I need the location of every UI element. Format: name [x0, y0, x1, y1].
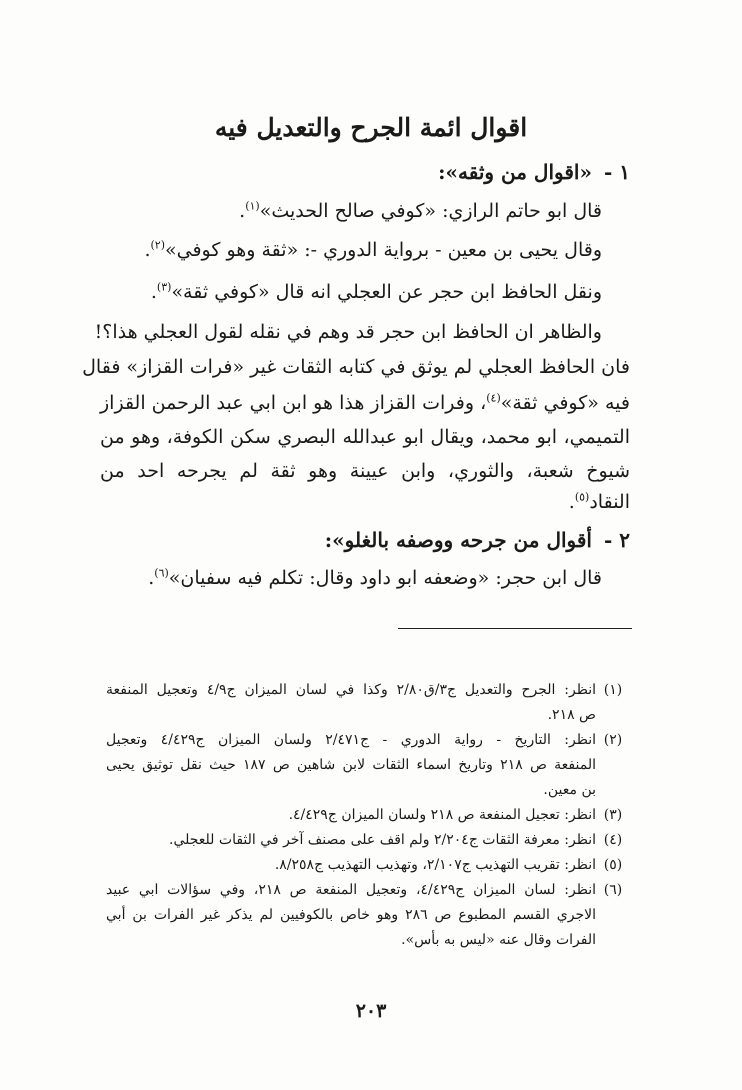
footnotes — [106, 678, 630, 953]
body-line — [82, 349, 630, 385]
footnote-number: (٦) — [603, 882, 623, 898]
section-number: ٢ - — [603, 528, 630, 552]
body-text: ونقل الحافظ ابن حجر عن العجلي انه قال «كوفي ثقة» — [171, 281, 602, 303]
footnote — [106, 803, 630, 828]
punct: . — [144, 239, 151, 261]
body-text: قال ابن حجر: «وضعفه ابو داود وقال: تكلم فيه سفيان» — [168, 567, 602, 589]
section-heading-1 — [438, 154, 630, 190]
punct: . — [239, 200, 246, 222]
body-line — [100, 419, 630, 455]
body-line — [100, 385, 630, 421]
footnote-text — [106, 878, 596, 953]
footnote-ref[interactable]: (٤) — [486, 391, 501, 405]
page-title: اقوال ائمة الجرح والتعديل فيه — [214, 113, 528, 142]
footnote-text — [106, 728, 596, 803]
footnote-line: انظر: تعجيل المنفعة ص ٢١٨ ولسان الميزان ج٤/٤٢٩. — [288, 807, 596, 823]
body-text: وقال يحيى بن معين - برواية الدوري -: «ثقة وهو كوفي» — [165, 239, 602, 261]
footnote-separator — [398, 628, 632, 629]
footnote-line: انظر: تقريب التهذيب ج٢/١٠٧، وتهذيب التهذيب ج٨/٢٥٨. — [274, 857, 596, 873]
body-text: شيوخ شعبة، والثوري، وابن عيينة وهو ثقة لم يجرحه احد من — [100, 460, 630, 482]
footnote-line: انظر: التاريخ - رواية الدوري - ج٢/٤٧١ ولسان الميزان ج٤/٤٢٩ وتعجيل — [106, 732, 596, 748]
body-line — [569, 484, 630, 520]
footnote-text — [106, 828, 596, 853]
section-label: أقوال من جرحه ووصفه بالغلو»: — [324, 528, 592, 552]
footnote-text — [106, 678, 596, 728]
footnote-line: بن معين. — [543, 782, 596, 798]
body-line — [100, 453, 630, 489]
footnote-text — [106, 853, 596, 878]
footnote-number: (٤) — [603, 832, 623, 848]
footnote-ref[interactable]: (٣) — [156, 280, 172, 294]
footnote — [106, 728, 630, 803]
section-heading-2 — [325, 522, 630, 558]
body-text: ، وفرات القزاز هذا هو ابن ابي عبد الرحمن القزاز — [100, 392, 487, 414]
body-line — [95, 314, 602, 350]
body-text: فيه «كوفي ثقة» — [500, 392, 630, 414]
footnote-ref[interactable]: (١) — [245, 199, 260, 213]
body-text: النقاد — [589, 491, 630, 513]
footnote-line: الفرات وقال عنه «ليس به بأس». — [401, 932, 596, 948]
footnote-line: ص ٢١٨. — [547, 707, 596, 723]
body-line — [151, 274, 602, 310]
punct: . — [150, 281, 157, 303]
body-text: فان الحافظ العجلي لم يوثق في كتابه الثقات غير «فرات القزاز» فقال — [82, 356, 630, 378]
page-number: ٢٠٣ — [355, 1000, 387, 1022]
footnote-line: انظر: الجرح والتعديل ج٣/ق٢/٨٠ وكذا في لسان الميزان ج٤/٩ وتعجيل المنفعة — [106, 682, 597, 698]
section-label: «اقوال من وثقه»: — [438, 160, 592, 184]
footnote-number: (٣) — [603, 807, 623, 823]
body-text: التميمي، ابو محمد، ويقال ابو عبدالله البصري سكن الكوفة، وهو من — [100, 426, 630, 448]
punct: . — [568, 491, 575, 513]
footnote-line: المنفعة ص ٢١٨ وتاريخ اسماء الثقات لابن شاهين ص ١٨٧ حيث نقل توثيق يحيى — [106, 757, 596, 773]
body-text: والظاهر ان الحافظ ابن حجر قد وهم في نقله لقول العجلي هذا؟! — [94, 321, 602, 343]
section-number: ١ - — [603, 160, 630, 184]
footnote-line: انظر: لسان الميزان ج٤/٤٢٩، وتعجيل المنفعة ص ٢١٨، وفي سؤالات ابي عبيد — [106, 882, 596, 898]
footnote-text — [106, 803, 596, 828]
punct: . — [148, 567, 155, 589]
body-line — [239, 193, 602, 229]
footnote-ref[interactable]: (٥) — [574, 490, 590, 504]
footnote — [106, 678, 630, 728]
footnote — [106, 878, 630, 953]
footnote-line: انظر: معرفة الثقات ج٢/٢٠٤ ولم اقف على مصنف آخر في الثقات للعجلي. — [169, 832, 596, 848]
footnote-ref[interactable]: (٢) — [150, 238, 165, 252]
footnote-line: الاجري القسم المطبوع ص ٢٨٦ وهو خاص بالكوفيين لم يذكر غير الفرات بن أبي — [106, 907, 596, 923]
footnote — [106, 853, 630, 878]
footnote-number: (٢) — [603, 732, 623, 748]
footnote — [106, 828, 630, 853]
footnote-number: (١) — [603, 682, 623, 698]
body-line — [148, 560, 602, 596]
footnote-ref[interactable]: (٦) — [154, 566, 169, 580]
body-text: قال ابو حاتم الرازي: «كوفي صالح الحديث» — [259, 200, 602, 222]
body-line — [144, 232, 602, 268]
footnote-number: (٥) — [603, 857, 623, 873]
